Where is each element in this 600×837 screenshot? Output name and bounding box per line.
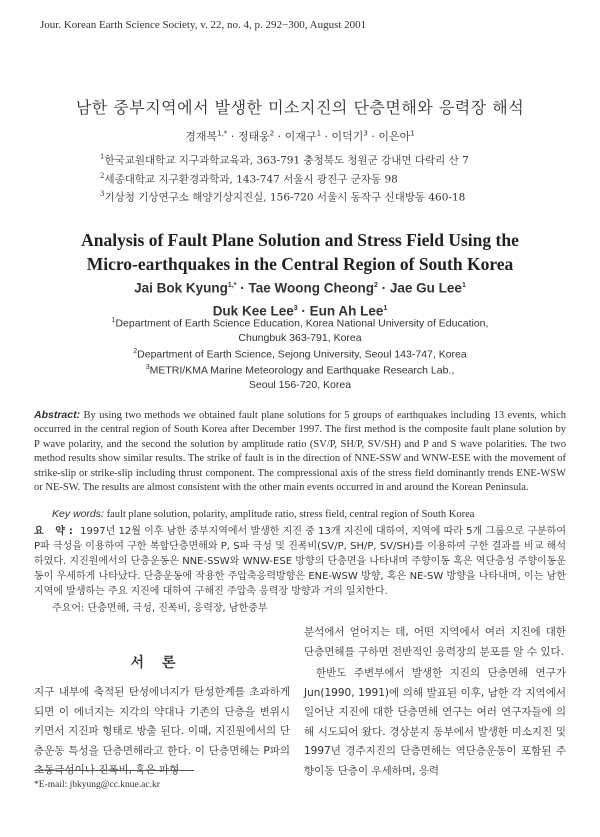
affiliation-sup: 2 — [100, 171, 105, 180]
korean-affiliation-line — [100, 150, 560, 169]
affiliation-text: 기상청 기상연구소 해양기상지진실, 156-720 서울시 동작구 신대방동 460-18 — [104, 191, 466, 204]
author-separator: · — [227, 130, 238, 143]
right-column-paragraph-1: 분석에서 얻어지는 데, 어떤 지역에서 여러 지진에 대한 단층면해를 구하면 전반적인 응력장의 분포를 알 수 있다. — [304, 626, 566, 658]
author-separator: · — [321, 130, 332, 143]
english-author-sup: 1,* — [227, 282, 237, 289]
korean-authors — [0, 128, 600, 144]
affiliation-sup: 2 — [133, 347, 138, 355]
affiliation-text: Department of Earth Science, Sejong University, Seoul 143-747, Korea — [137, 348, 467, 360]
abstract — [34, 408, 566, 495]
author-separator: · — [377, 280, 390, 296]
korean-keywords-text: 단층면해, 극성, 진폭비, 응력장, 남한중부 — [87, 603, 268, 614]
affiliation-sup: 3 — [100, 190, 105, 198]
english-author-sup: 1 — [461, 282, 466, 289]
right-column — [304, 623, 566, 781]
footnote-email: *E-mail: jbkyung@cc.knue.ac.kr — [34, 780, 160, 790]
affiliation-text: 한국교원대학교 지구과학교육과, 363-791 충청북도 청원군 강내면 다락리 산 7 — [104, 154, 469, 167]
abstract-label: Abstract: — [34, 409, 81, 421]
right-column-paragraph-2: 한반도 주변부에서 발생한 지진의 단층면해 연구가 Jun(1990, 1991)에 의해 발표된 이후, 남한 각 지역에서 일어난 지진에 대한 단층면해 연구는 여러 연구자들에 의해 시도되어 왔다. 경상분지 동부에서 발생한 미소지진 및 1997년 경주지진의 단층면해는 역단층운동이 포함된 주향이동 단층이 우세하며, 응력 — [304, 667, 566, 777]
author-separator: · — [297, 303, 310, 318]
english-affiliation-line — [0, 378, 600, 392]
korean-author-sup: 3 — [363, 129, 368, 138]
left-column-text: 지구 내부에 축적된 탄성에너지가 탄성한계를 초과하게 되면 이 에너지는 지각의 약대나 기존의 단층을 변위시키면서 지진파 형태로 방출 된다. 이때, 지진원에서의 단층운동 특성을 단층면해라고 한다. 이 단층면해는 P파의 초동극성이나 진폭비, 혹은 파형 — [34, 686, 290, 776]
english-title-line-2: Micro-earthquakes in the Central Region of South Korea — [86, 254, 514, 274]
affiliation-sup: 3 — [145, 364, 150, 371]
affiliation-sup: 1 — [111, 317, 116, 324]
korean-author-sup: 1 — [316, 129, 322, 138]
korean-title: 남한 중부지역에서 발생한 미소지진의 단층면해와 응력장 해석 — [75, 98, 525, 117]
korean-affiliation-line — [100, 187, 560, 206]
journal-header: Jour. Korean Earth Science Society, v. 22, no. 4, p. 292−300, August 2001 — [40, 19, 367, 31]
keywords-text: fault plane solution, polarity, amplitude ratio, stress field, central region of South Korea — [106, 509, 475, 520]
korean-author-sup: 2 — [269, 129, 275, 138]
abstract-text: By using two methods we obtained fault plane solutions for 5 groups of earthquakes including 13 events, which occurred in the central region of South Korea after December 1997. The first method is the composite fault plane solution by P wave polarity, and the second the solution by amplitude ratio (SV/P, SH/P, SV/SH) and P and S wave polarities. The two method results show similar results. The strike of fault is in the direction of NNE-SSW and WNW-ESE with the movement of strike-slip or strike-slip including thrust component. The compressional axis of the stress field dominantly trends ENE-WSW or NE-SW. The results are almost consistent with the other main events occurred in and around the Korean Peninsula. — [34, 410, 566, 494]
korean-abstract-text: 1997년 12월 이후 남한 중부지역에서 발생한 지진 중 13개 지진에 대하여, 지역에 따라 5개 그룹으로 구분하여 P파 극성을 이용하여 구한 복합단층면해와 P, S파 극성 및 진폭비(SV/P, SH/P, SV/SH)를 이용하여 구한 결과를 비교 해석하였다. 지진원에서의 단층운동은 NNE-SSW와 WNW-ESE 방향의 단층면을 나타내며 주향이동 혹은 역단층성 주향이동운동이 우세하게 나타났다. 단층운동에 작용한 주압축응력방향은 ENE-WSW 방향, 혹은 NE-SW 방향을 나타내며, 이는 남한지역에 발생하는 주요 지진에 대하여 구해진 주압축 응력장 방향과 거의 일치한다. — [34, 526, 566, 597]
korean-author-sup: 1 — [410, 129, 415, 138]
korean-author-name: 정태웅 — [237, 130, 270, 143]
footnote-rule — [34, 770, 194, 771]
english-affiliation-line — [0, 345, 600, 362]
english-title — [0, 228, 600, 276]
korean-author-name: 이재구 — [284, 130, 317, 143]
english-authors-line-1 — [0, 276, 600, 299]
english-affiliations — [0, 314, 600, 392]
english-affiliation-line — [0, 361, 600, 378]
english-title-line-1: Analysis of Fault Plane Solution and Stress Field Using the — [81, 230, 519, 250]
korean-author-name: 이은아 — [378, 130, 411, 143]
korean-abstract-label: 요 약: — [34, 526, 77, 537]
author-separator: · — [367, 130, 379, 143]
korean-author-name: 경재복 — [185, 130, 218, 143]
english-author-name: Eun Ah Lee — [309, 303, 384, 318]
affiliation-text: METRI/KMA Marine Meteorology and Earthquake Research Lab., — [149, 364, 455, 377]
author-separator: · — [274, 130, 285, 143]
keywords-label: Key words: — [52, 508, 104, 520]
affiliation-text: Chungbuk 363-791, Korea — [238, 331, 362, 344]
korean-keywords-label: 주요어: — [52, 603, 85, 614]
english-author-sup: 1 — [383, 304, 388, 312]
english-author-name: Jai Bok Kyung — [134, 280, 228, 296]
affiliation-sup: 1 — [100, 153, 105, 161]
english-affiliation-line — [0, 331, 600, 345]
english-author-sup: 3 — [293, 304, 298, 312]
section-title-introduction: 서론 — [130, 655, 194, 671]
affiliation-text: 세종대학교 지구환경과학과, 143-747 서울시 광진구 군자동 98 — [104, 173, 398, 185]
affiliation-text: Department of Earth Science Education, Korea National University of Education, — [115, 317, 489, 330]
korean-author-name: 이덕기 — [331, 130, 364, 143]
korean-affiliations — [100, 150, 560, 206]
english-author-name: Duk Kee Lee — [212, 303, 294, 318]
korean-affiliation-line — [100, 169, 560, 188]
korean-keywords — [52, 599, 552, 614]
korean-author-sup: 1,* — [217, 129, 228, 138]
affiliation-text: Seoul 156-720, Korea — [248, 378, 352, 391]
english-author-sup: 2 — [373, 282, 378, 289]
korean-abstract — [34, 524, 566, 599]
english-author-name: Tae Woong Cheong — [248, 280, 374, 296]
english-author-name: Jae Gu Lee — [389, 280, 462, 296]
author-separator: · — [236, 280, 249, 296]
english-affiliation-line — [0, 314, 600, 331]
keywords — [52, 508, 572, 520]
